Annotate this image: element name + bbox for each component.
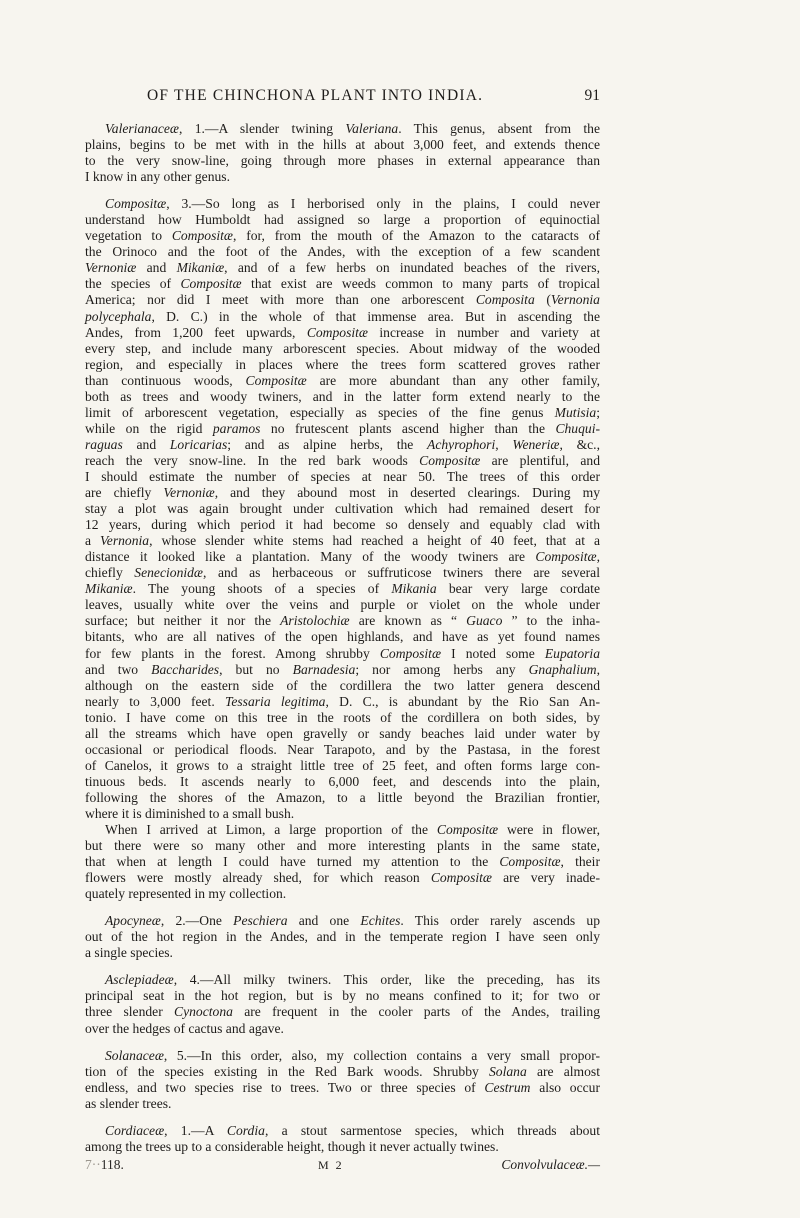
text-line: following the shores of the Amazon, to a little beyond the Brazilian frontier, [85, 789, 600, 805]
signature-mark: M 2 [318, 1158, 344, 1172]
paragraph [85, 1048, 600, 1112]
text-line: are chiefly Vernoniæ, and they abound most in deserted clearings. During my [85, 485, 600, 501]
page-footer [85, 1157, 600, 1177]
running-title: OF THE CHINCHONA PLANT INTO INDIA. [147, 87, 484, 104]
text-line: distance it looked like a plantation. Many of the woody twiners are Compositæ, [85, 549, 600, 565]
text-line: as slender trees. [85, 1095, 172, 1111]
text-line: every step, and include many arborescent species. About midway of the wooded [85, 340, 600, 356]
text-line: a Vernonia, whose slender white stems had reached a height of 40 feet, that at a [85, 533, 600, 549]
text-line: America; nor did I meet with more than one arborescent Composita (Vernonia [85, 292, 600, 308]
text-line: that when at length I could have turned my attention to the Compositæ, their [85, 854, 600, 870]
text-line: the species of Compositæ that exist are weeds common to many parts of tropical [85, 276, 600, 292]
text-line: Compositæ, 3.—So long as I herborised only in the plains, I could never [105, 196, 600, 212]
page-header [85, 87, 600, 113]
text-line: Andes, from 1,200 feet upwards, Compositæ increase in number and variety at [85, 324, 600, 340]
text-line: of Canelos, it grows to a straight little tree of 25 feet, and often forms large con- [85, 757, 600, 773]
text-line: over the hedges of cactus and agave. [85, 1020, 284, 1036]
catchword: Convolvulaceæ.— [501, 1157, 600, 1172]
text-line: leaves, usually white over the veins and purple or violet on the whole under [85, 597, 600, 613]
text-line: Solanaceæ, 5.—In this order, also, my collection contains a very small propor- [105, 1047, 600, 1063]
text-line: 12 years, during which period it had become so densely and equably clad with [85, 517, 600, 533]
text-line: a single species. [85, 945, 173, 961]
text-line: where it is diminished to a small bush. [85, 805, 295, 821]
text-line: the Orinoco and the foot of the Andes, with the exception of a few scandent [85, 244, 600, 260]
text-line: stay a plot was again brought under cultivation which had remained desert for [85, 501, 600, 517]
text-line: I should estimate the number of species at near 50. The trees of this order [85, 468, 600, 484]
text-line: When I arrived at Limon, a large proportion of the Compositæ were in flower, [105, 822, 600, 838]
text-line: Vernoniæ and Mikaniæ, and of a few herbs on inundated beaches of the rivers, [85, 260, 600, 276]
print-code-faint: 7·· [85, 1157, 101, 1172]
text-line: among the trees up to a considerable height, though it never actually twines. [85, 1138, 499, 1154]
text-line: quately represented in my collection. [85, 886, 287, 902]
text-line: Cordiaceæ, 1.—A Cordia, a stout sarmentose species, which threads about [105, 1122, 600, 1138]
text-line: vegetation to Compositæ, for, from the mouth of the Amazon to the cataracts of [85, 228, 600, 244]
text-line: bitants, who are all natives of the open highlands, and have as yet found names [85, 629, 600, 645]
text-line: nearly to 3,000 feet. Tessaria legitima, D. C., is abundant by the Rio San An- [85, 693, 600, 709]
text-line: Apocyneæ, 2.—One Peschiera and one Echites. This order rarely ascends up [105, 913, 601, 929]
body-text [85, 121, 600, 1155]
text-line: Mikaniæ. The young shoots of a species of Mikania bear very large cordate [85, 581, 600, 597]
text-line: region, and especially in places where the trees form scattered groves rather [85, 356, 600, 372]
text-line: chiefly Senecionidæ, and as herbaceous or suffruticose twiners there are several [85, 565, 600, 581]
print-code [85, 1157, 124, 1173]
paragraph [85, 196, 600, 822]
paragraph [85, 1123, 600, 1155]
text-line: than continuous woods, Compositæ are more abundant than any other family, [85, 372, 601, 388]
text-line: plains, begins to be met with in the hills at about 3,000 feet, and extends thence [85, 137, 600, 153]
text-line: out of the hot region in the Andes, and in the temperate region I have seen only [85, 929, 600, 945]
text-line: to the very snow-line, going through more phases in external appearance than [85, 153, 600, 169]
text-line: polycephala, D. C.) in the whole of that immense area. But in ascending the [85, 308, 600, 324]
text-line: principal seat in the hot region, but is by no means confined to it; for two or [85, 988, 600, 1004]
text-line: flowers were mostly already shed, for which reason Compositæ are very inade- [85, 870, 600, 886]
text-line: Valerianaceæ, 1.—A slender twining Valeriana. This genus, absent from the [105, 121, 600, 136]
text-line: but there were so many other and more interesting plants in the same state, [85, 838, 600, 854]
paragraph [85, 913, 600, 961]
text-line: I know in any other genus. [85, 169, 230, 185]
print-code-number: 118. [100, 1157, 124, 1172]
text-line: although on the eastern side of the cordillera the two latter genera descend [85, 677, 600, 693]
text-line: tinuous beds. It ascends nearly to 6,000 feet, and descends into the plain, [85, 773, 600, 789]
text-line: surface; but neither it nor the Aristolochiæ are known as “ Guaco ” to the inha- [85, 613, 600, 629]
text-line: both as trees and woody twiners, and in the latter form extend nearly to the [85, 388, 600, 404]
text-line: and two Baccharides, but no Barnadesia; nor among herbs any Gnaphalium, [85, 661, 600, 677]
paragraph [85, 121, 600, 185]
paragraph [85, 822, 600, 902]
text-line: occasional or periodical floods. Near Tarapoto, and by the Pastasa, in the forest [85, 741, 600, 757]
paragraph [85, 972, 600, 1036]
text-line: endless, and two species rise to trees. Two or three species of Cestrum also occur [85, 1079, 600, 1095]
text-line: for few plants in the forest. Among shrubby Compositæ I noted some Eupatoria [85, 645, 600, 661]
text-line: raguas and Loricarias; and as alpine herbs, the Achyrophori, Weneriæ, &c., [85, 436, 600, 452]
text-line: tion of the species existing in the Red Bark woods. Shrubby Solana are almost [85, 1063, 600, 1079]
text-line: three slender Cynoctona are frequent in the cooler parts of the Andes, trailing [85, 1004, 600, 1020]
text-line: reach the very snow-line. In the red bark woods Compositæ are plentiful, and [85, 452, 600, 468]
text-line: Asclepiadeæ, 4.—All milky twiners. This order, like the preceding, has its [105, 972, 600, 988]
text-line: tonio. I have come on this tree in the roots of the cordillera on both sides, by [85, 709, 600, 725]
text-line: limit of arborescent vegetation, especially as species of the fine genus Mutisia; [85, 404, 600, 420]
text-line: while on the rigid paramos no frutescent plants ascend higher than the Chuqui- [85, 420, 600, 436]
text-line: all the streams which have open gravelly or sandy beaches laid under water by [85, 725, 600, 741]
text-line: understand how Humboldt had assigned so large a proportion of equinoctial [85, 212, 600, 228]
page-number: 91 [584, 87, 600, 104]
